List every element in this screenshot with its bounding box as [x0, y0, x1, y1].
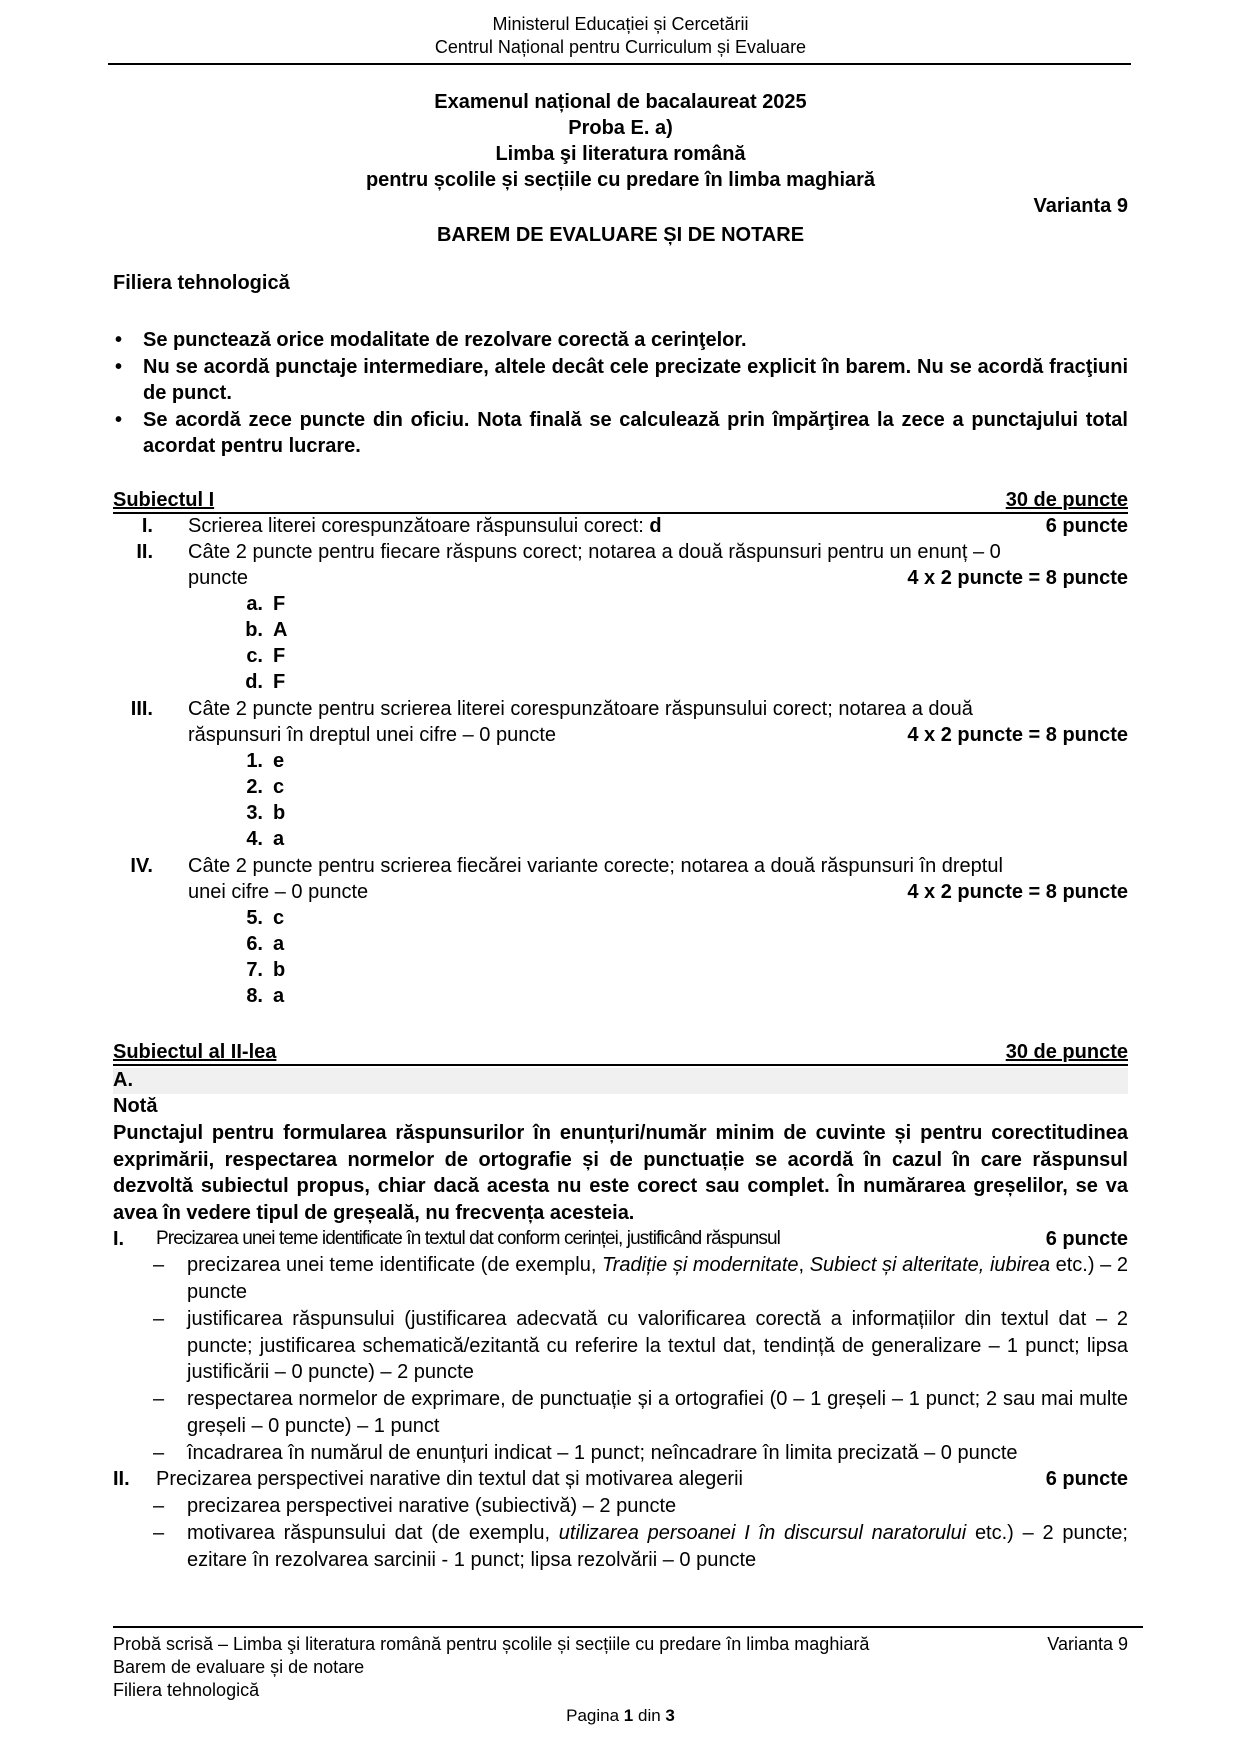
- variant-label: Varianta 9: [1033, 195, 1128, 217]
- subject2-title: Subiectul al II-lea: [113, 1041, 277, 1063]
- footer-line-1: Probă scrisă – Limba şi literatura română pentru școlile și secțiile cu predare în limba maghiară Varianta 9: [113, 1634, 1128, 1654]
- criterion-item: – precizarea perspectivei narative (subiectivă) – 2 puncte: [153, 1493, 1128, 1520]
- footer-line-2: Barem de evaluare și de notare: [113, 1657, 365, 1677]
- answer-row: 1. e: [246, 750, 285, 772]
- subject1-item-4: IV. Câte 2 puncte pentru scrierea fiecărei variante corecte; notarea a două răspunsuri în dreptul unei cifre – 0 puncte 4 x 2 puncte = 8 puncte: [130, 855, 1128, 903]
- part-a-band: [113, 1068, 1128, 1094]
- bullet-icon: •: [115, 329, 123, 351]
- dash-icon: –: [153, 1388, 165, 1410]
- rule-item: • Se punctează orice modalitate de rezolvare corectă a cerinţelor.: [113, 327, 1128, 354]
- answer-row: 4. a: [246, 828, 285, 850]
- criterion-item: – respectarea normelor de exprimare, de punctuație și a ortografiei (0 – 1 greșeli – 1 punct; 2 sau mai multe greșeli – 0 puncte) – 1 punct: [153, 1388, 1128, 1437]
- dash-icon: –: [153, 1254, 165, 1276]
- answer-row: d. F: [245, 671, 286, 693]
- subject1-title: Subiectul I: [113, 489, 215, 511]
- dash-icon: –: [153, 1495, 165, 1517]
- footer-rule: [113, 1626, 1143, 1628]
- subject1-item-3: III. Câte 2 puncte pentru scrierea literei corespunzătoare răspunsului corect; notarea a două răspunsuri în dreptul unei cifre – 0 puncte 4 x 2 puncte = 8 puncte: [130, 698, 1128, 746]
- footer-variant: Varianta 9: [1047, 1634, 1128, 1654]
- criterion-item: – încadrarea în numărul de enunțuri indicat – 1 punct; neîncadrare în limita precizată – 0 puncte: [153, 1440, 1128, 1467]
- subject2-points: 30 de puncte: [1005, 1041, 1128, 1063]
- answer-row: 7. b: [246, 959, 286, 981]
- exam-audience: pentru școlile și secțiile cu predare în limba maghiară: [365, 169, 876, 191]
- criterion-item: – justificarea răspunsului (justificarea adecvată cu valorificarea corectă a informațiilor din textul dat – 2 puncte; justificarea schematică/ezitantă cu referire la textul dat, tendință de generalizare – 1 punct; lipsa justificării – 0 puncte) – 2 puncte: [153, 1308, 1128, 1383]
- subject1-points: 30 de puncte: [1005, 489, 1128, 511]
- rule-item: • Se acordă zece puncte din oficiu. Nota finală se calculează prin împărţirea la zece a punctajului total acordat pentru lucrare.: [115, 408, 1128, 457]
- ministry-name: Ministerul Educației și Cercetării: [492, 14, 749, 34]
- exam-probe: Proba E. a): [568, 117, 673, 139]
- answer-row: a. F: [246, 593, 286, 615]
- barem-title: BAREM DE EVALUARE ȘI DE NOTARE: [436, 224, 805, 246]
- subject1-item-2: II. Câte 2 puncte pentru fiecare răspuns corect; notarea a două răspunsuri pentru un enunț – 0 puncte 4 x 2 puncte = 8 puncte: [136, 541, 1128, 589]
- answer-row: 2. c: [246, 776, 285, 798]
- bullet-icon: •: [115, 355, 123, 378]
- general-rules-list: [113, 327, 1128, 460]
- center-name: Centrul Național pentru Curriculum și Evaluare: [434, 37, 807, 57]
- answer-row: b. A: [245, 619, 288, 641]
- answer-row: 3. b: [246, 802, 286, 824]
- dash-icon: –: [153, 1522, 165, 1544]
- page-number: Pagina 1 din 3: [566, 1706, 675, 1725]
- answer-row: 5. c: [246, 907, 285, 929]
- subject2-header: [113, 1040, 1128, 1066]
- answer: d: [649, 515, 662, 537]
- header-rule: [108, 63, 1131, 65]
- answer-row: 8. a: [246, 985, 285, 1007]
- footer-line-3: Filiera tehnologică: [113, 1680, 260, 1700]
- part-a-label: A.: [113, 1069, 133, 1091]
- dash-icon: –: [153, 1442, 165, 1464]
- note-text: Punctajul pentru formularea răspunsurilor în enunțuri/număr minim de cuvinte și pentru corectitudinea exprimării, respectarea normelor de ortografie și de punctuație se acordă în cazul în care răspunsul dezvoltă subiectul propus, chiar dacă acesta nu este corect sau complet. În numărarea greșelilor, se va avea în vedere tipul de greșeală, nu frecvența acesteia.: [113, 1122, 1128, 1224]
- subject2-item-1: I. Precizarea unei teme identificate în textul dat conform cerinței, justificând răspunsul 6 puncte: [113, 1228, 1128, 1250]
- exam-subject: Limba şi literatura română: [495, 143, 746, 165]
- filiera-label: Filiera tehnologică: [113, 272, 290, 294]
- subject1-header: [113, 488, 1128, 514]
- dash-icon: –: [153, 1308, 165, 1330]
- answer-row: 6. a: [246, 933, 285, 955]
- rule-item: • Nu se acordă punctaje intermediare, altele decât cele precizate explicit în barem. Nu se acordă fracţiuni de punct.: [115, 355, 1128, 404]
- exam-title: Examenul național de bacalaureat 2025: [434, 91, 807, 113]
- bullet-icon: •: [115, 408, 123, 431]
- subject2-item-2: II. Precizarea perspectivei narative din textul dat și motivarea alegerii 6 puncte: [113, 1468, 1128, 1490]
- answer-row: c. F: [246, 645, 286, 667]
- criterion-item: – motivarea răspunsului dat (de exemplu, utilizarea persoanei I în discursul naratorului etc.) – 2 puncte; ezitare în rezolvarea sarcinii - 1 punct; lipsa rezolvării – 0 puncte: [153, 1522, 1128, 1571]
- subject1-item-1: I. Scrierea literei corespunzătoare răspunsului corect: d 6 puncte: [141, 515, 1128, 537]
- note-title: Notă: [113, 1095, 158, 1117]
- criterion-item: – precizarea unei teme identificate (de exemplu, Tradiție și modernitate, Subiect și alteritate, iubirea etc.) – 2 puncte: [153, 1254, 1129, 1303]
